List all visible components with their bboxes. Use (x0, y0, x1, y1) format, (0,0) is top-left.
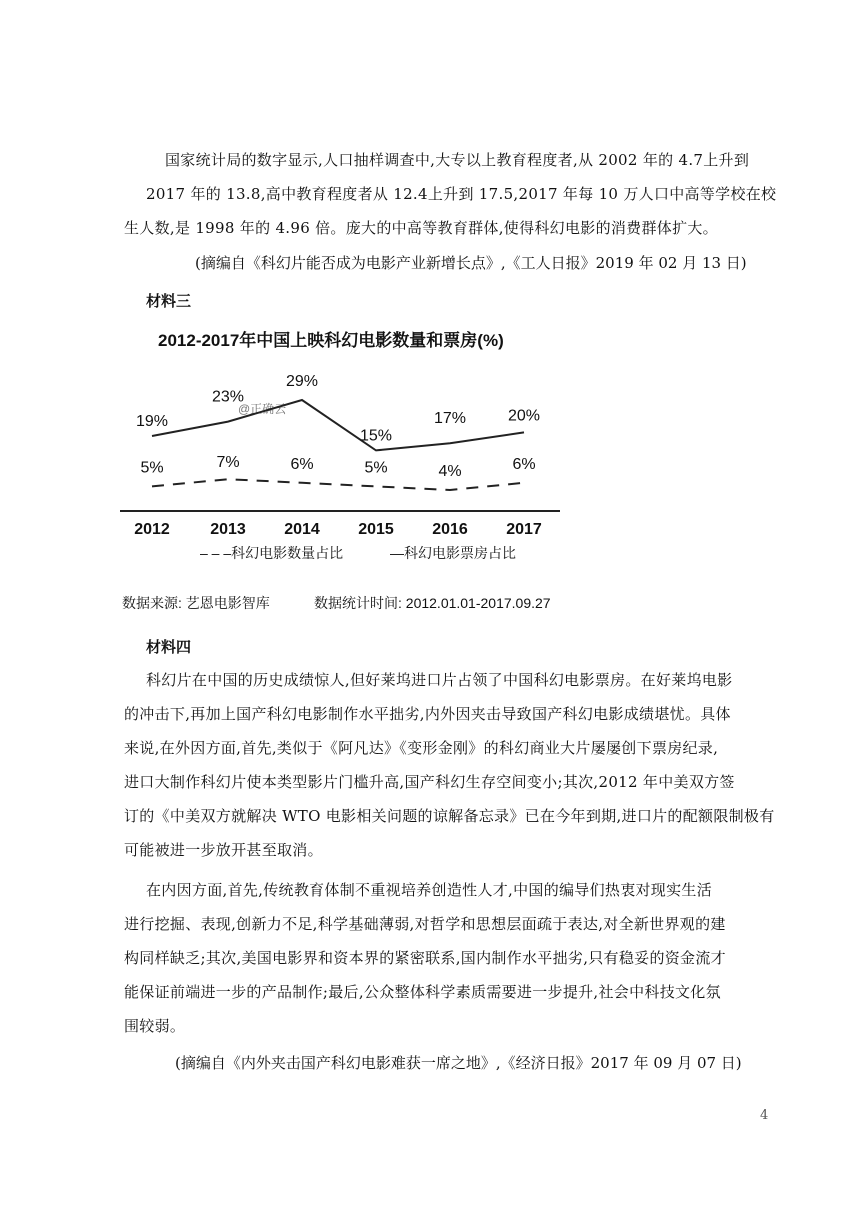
data-label: 23% (211, 388, 245, 406)
paragraph-line: 能保证前端进一步的产品制作;最后,公众整体科学素质需要进一步提升,社会中科技文化氛 (124, 983, 721, 1001)
legend-dashed: – – –科幻电影数量占比 (200, 545, 344, 561)
series-boxoffice-line (152, 400, 524, 450)
data-label: 6% (290, 455, 314, 473)
paragraph-line: 进口大制作科幻片使本类型影片门槛升高,国产科幻生存空间变小;其次,2012 年中美双方签 (124, 773, 735, 791)
paragraph-line: 国家统计局的数字显示,人口抽样调查中,大专以上教育程度者,从 2002 年的 4.7上升到 (165, 151, 750, 169)
chart-title: 2012-2017年中国上映科幻电影数量和票房(%) (158, 331, 504, 350)
series-count-line (152, 479, 524, 490)
paragraph-line: 在内因方面,首先,传统教育体制不重视培养创造性人才,中国的编导们热衷对现实生活 (146, 881, 713, 899)
paragraph-line: 生人数,是 1998 年的 4.96 倍。庞大的中高等教育群体,使得科幻电影的消费群体扩大。 (124, 219, 718, 237)
legend-solid: —科幻电影票房占比 (390, 545, 516, 561)
paragraph-line: 的冲击下,再加上国产科幻电影制作水平拙劣,内外因夹击导致国产科幻电影成绩堪忧。具体 (124, 705, 731, 723)
paragraph-line: 2017 年的 13.8,高中教育程度者从 12.4上升到 17.5,2017 年每 10 万人口中高等学校在校 (146, 185, 777, 203)
paragraph-line: 构同样缺乏;其次,美国电影界和资本界的紧密联系,国内制作水平拙劣,只有稳妥的资金流才 (124, 949, 726, 967)
x-tick-label: 2012 (134, 521, 170, 538)
data-label: 19% (135, 413, 169, 430)
data-label: 7% (216, 454, 240, 472)
data-label: 6% (512, 455, 536, 473)
source-citation: (摘编自《科幻片能否成为电影产业新增长点》,《工人日报》2019 年 02 月 13 日) (195, 254, 747, 272)
paragraph-line: 订的《中美双方就解决 WTO 电影相关问题的谅解备忘录》已在今年到期,进口片的配额限制极有 (124, 807, 775, 825)
stat-period: 数据统计时间: 2012.01.01-2017.09.27 (314, 595, 551, 611)
paragraph-line: 来说,在外因方面,首先,类似于《阿凡达》《变形金刚》的科幻商业大片屡屡创下票房纪录, (124, 739, 719, 757)
paragraph-line: 围较弱。 (124, 1017, 186, 1035)
x-tick-label: 2015 (358, 521, 394, 538)
data-label: 15% (359, 427, 393, 445)
data-label: 20% (507, 407, 541, 425)
material-heading: 材料四 (146, 638, 192, 656)
data-label: 5% (140, 459, 164, 477)
data-label: 4% (438, 463, 462, 480)
x-tick-label: 2014 (284, 521, 320, 538)
paragraph-line: 可能被进一步放开甚至取消。 (124, 841, 323, 859)
x-tick-label: 2016 (432, 521, 468, 538)
paragraph-line: 进行挖掘、表现,创新力不足,科学基础薄弱,对哲学和思想层面疏于表达,对全新世界观的建 (124, 915, 726, 933)
material-heading: 材料三 (146, 292, 192, 310)
watermark: @正确云 (238, 402, 287, 416)
x-tick-label: 2013 (210, 521, 246, 538)
chart (118, 318, 568, 618)
data-label: 5% (364, 459, 388, 477)
source-citation: (摘编自《内外夹击国产科幻电影难获一席之地》,《经济日报》2017 年 09 月 07 日) (175, 1054, 742, 1072)
page-number: 4 (760, 1108, 769, 1123)
x-tick-label: 2017 (506, 521, 542, 538)
data-label: 17% (433, 410, 467, 428)
paragraph-line: 科幻片在中国的历史成绩惊人,但好莱坞进口片占领了中国科幻电影票房。在好莱坞电影 (146, 671, 733, 689)
data-source: 数据来源: 艺恩电影智库 (122, 595, 270, 611)
data-label: 29% (285, 373, 319, 390)
